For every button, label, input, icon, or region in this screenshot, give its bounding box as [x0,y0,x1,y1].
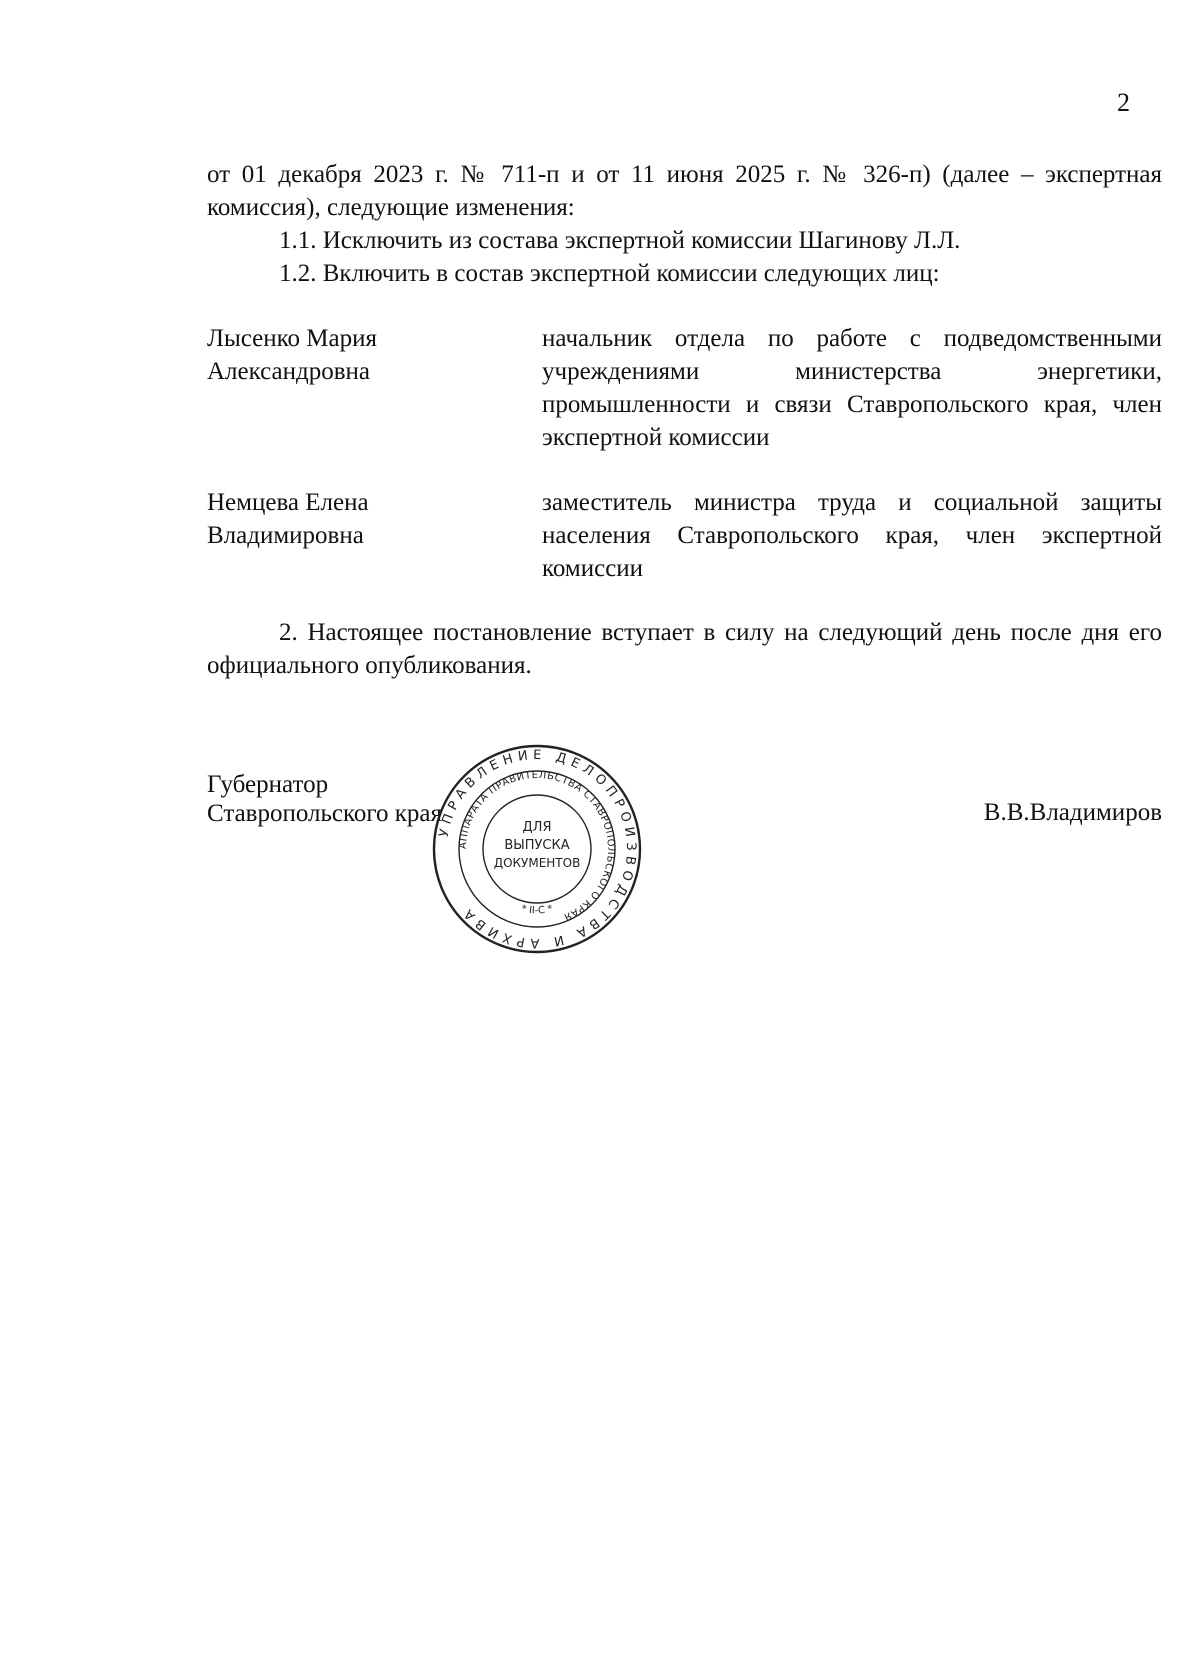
signature-title-line2: Ставропольского края [207,800,442,827]
stamp-center-line3: ДОКУМЕНТОВ [493,856,581,870]
stamp-number: * II-С * [520,903,554,917]
member-name-line1: Лысенко Мария [207,325,377,352]
official-stamp [431,743,643,955]
stamp-center-line1: ДЛЯ [522,820,552,835]
signer-name: В.В.Владимиров [983,799,1162,826]
member-name-line1: Немцева Елена [207,489,369,516]
member-name [207,322,507,388]
intro-paragraph [207,158,1162,224]
item-2-text: 2. Настоящее постановление вступает в силу на следующий день после дня его официального опубликования. [207,619,1162,679]
member-role: заместитель министра труда и социальной защиты населения Ставропольского края, член экспертной комиссии [542,489,1162,582]
item-1-2-text: 1.2. Включить в состав экспертной комиссии следующих лиц: [279,260,940,287]
stamp-middle-text: АППАРАТА ПРАВИТЕЛЬСТВА СТАВРОПОЛЬСКОГО КРАЯ [457,769,617,923]
member-name-line2: Владимировна [207,522,364,549]
member-name-line2: Александровна [207,358,371,385]
stamp-outer-text: УПРАВЛЕНИЕ ДЕЛОПРОИЗВОДСТВА И АРХИВА [436,747,639,951]
intro-text: от 01 декабря 2023 г. № 711-п и от 11 июня 2025 г. № 326-п) (далее – экспертная комиссия), следующие изменения: [207,161,1162,221]
item-1-1-text: 1.1. Исключить из состава экспертной комиссии Шагинову Л.Л. [279,227,961,254]
stamp-center-line2: ВЫПУСКА [504,838,570,853]
member-name [207,486,507,552]
page-number: 2 [1117,88,1130,117]
item-2 [207,616,1162,682]
item-1-2 [207,257,1162,290]
signature-title [207,770,442,828]
member-role: начальник отдела по работе с подведомственными учреждениями министерства энергетики, промышленности и связи Ставропольского края, член экспертной комиссии [542,325,1162,451]
signature-title-line1: Губернатор [207,771,329,798]
item-1-1 [207,224,1162,257]
